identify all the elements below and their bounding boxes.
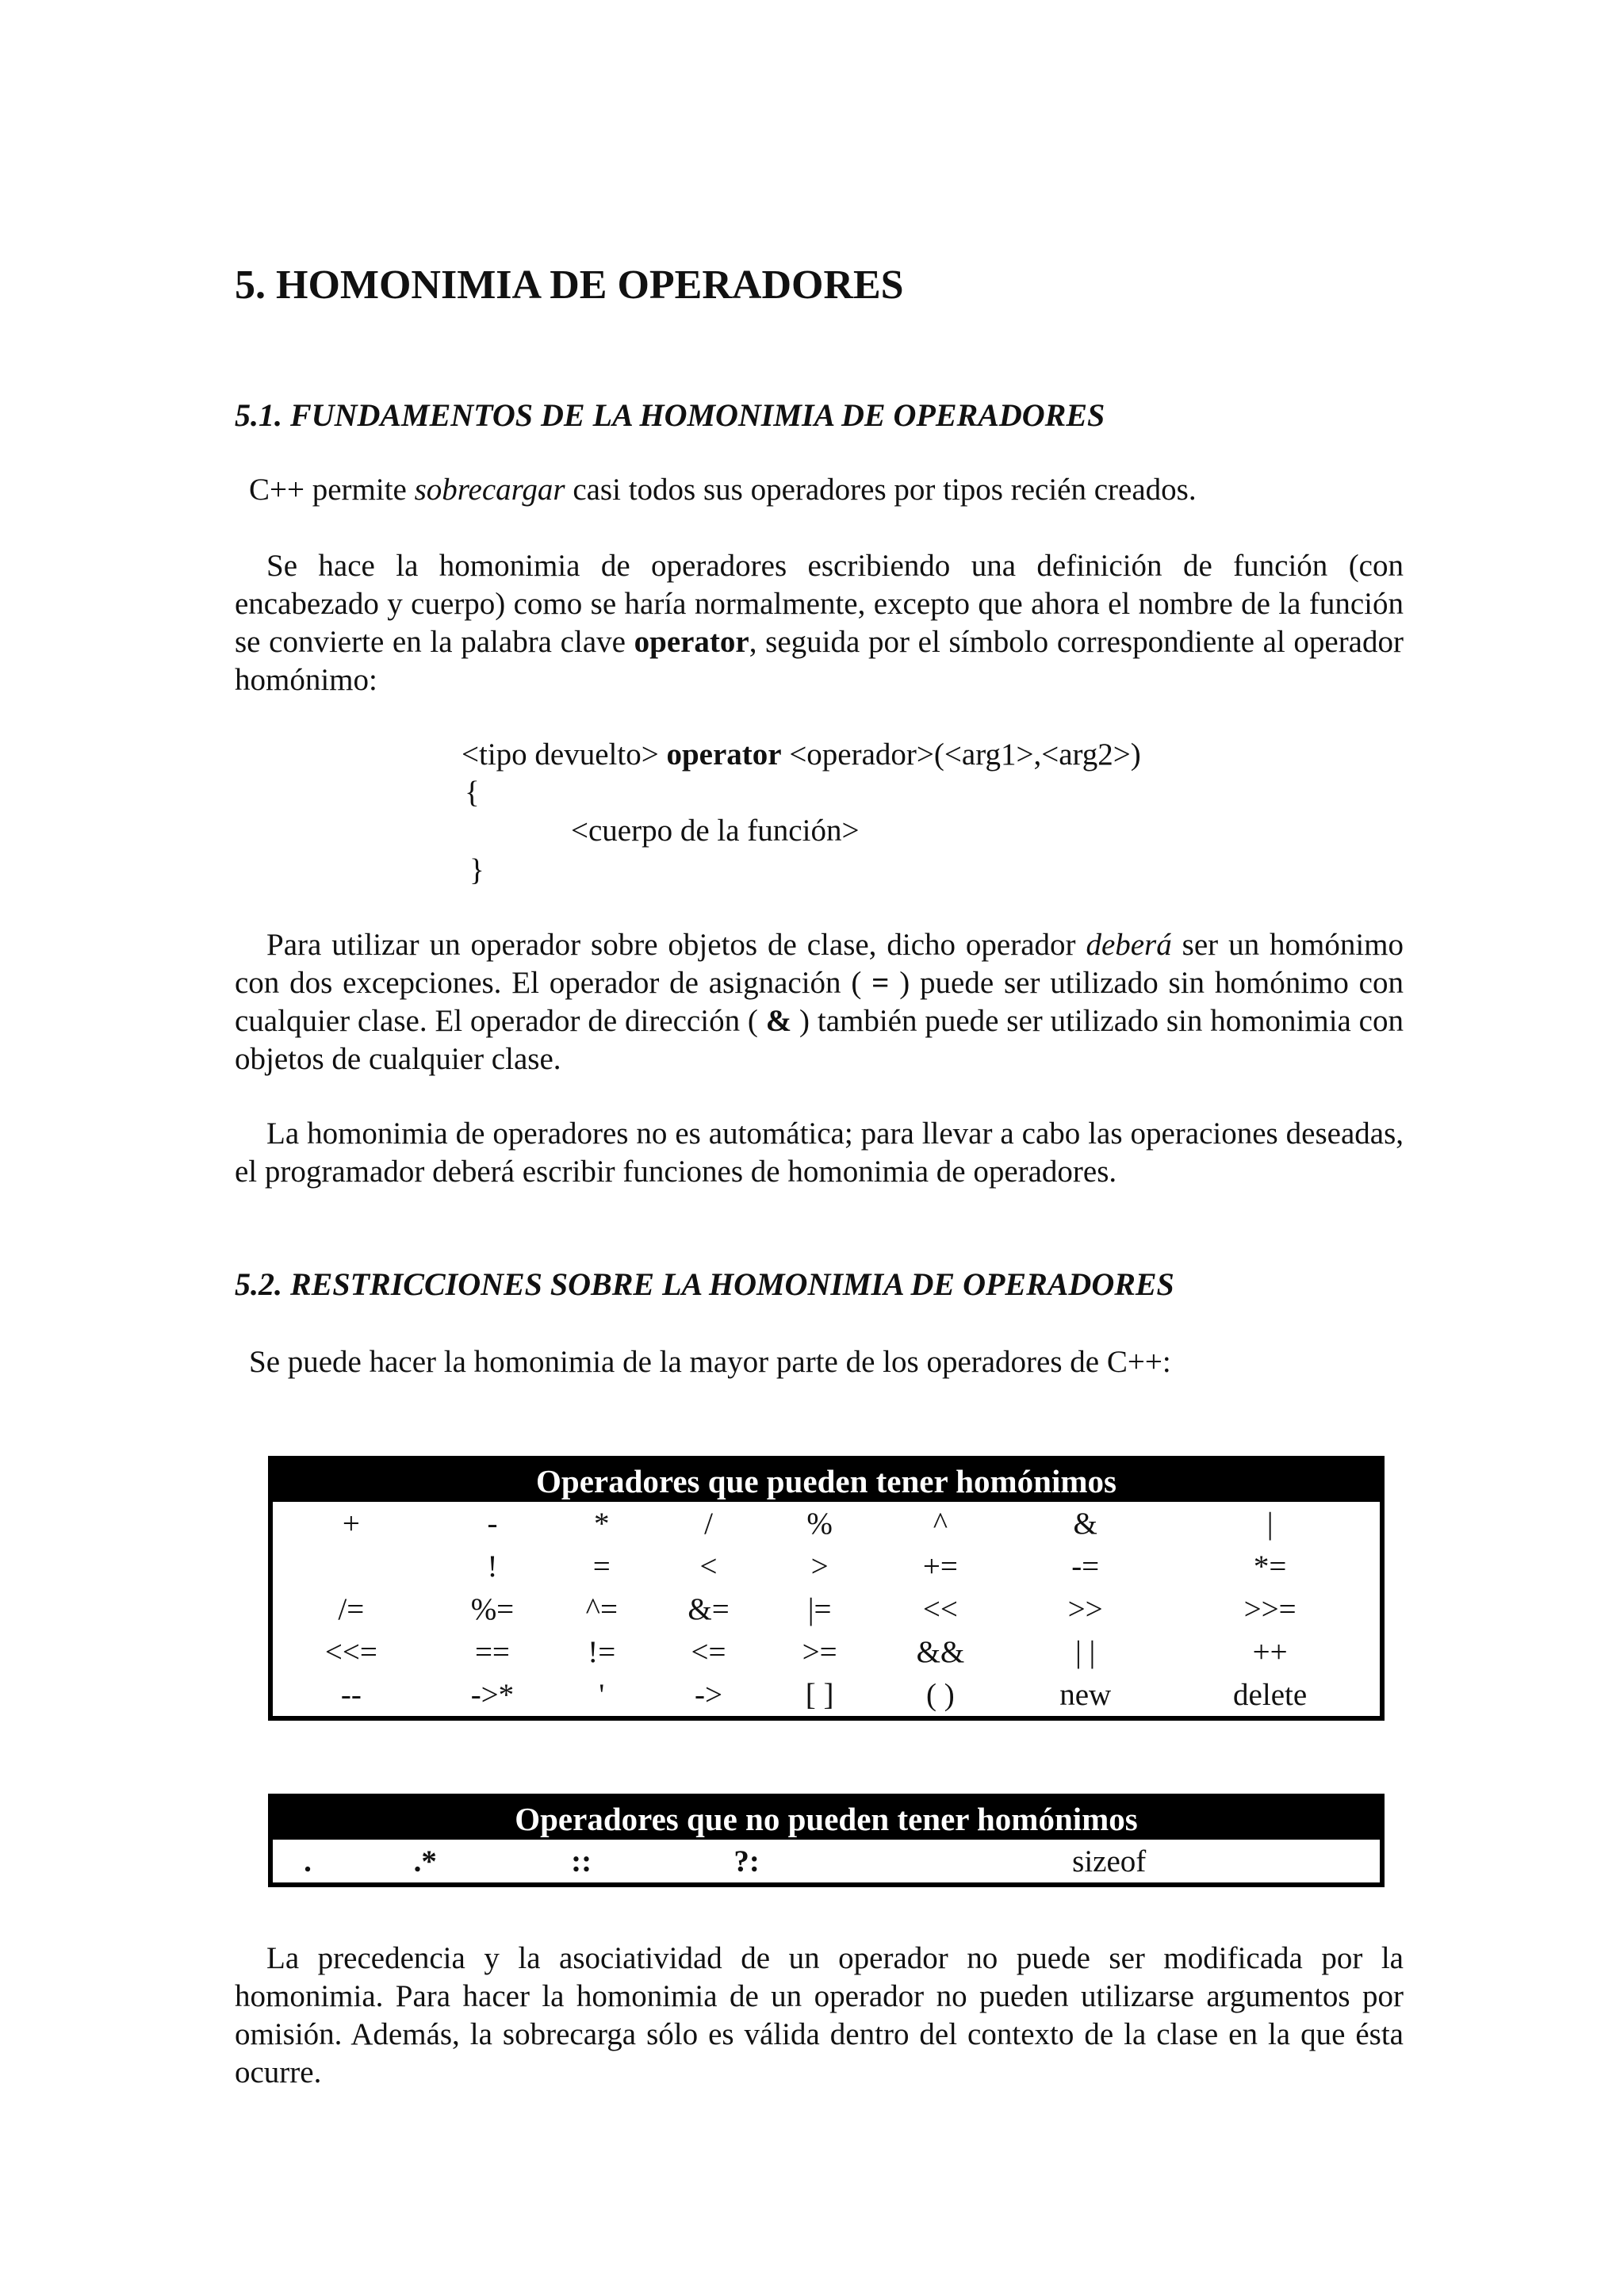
table-cell: ++	[1252, 1634, 1288, 1669]
table-cell: |=	[807, 1591, 832, 1626]
table-row	[270, 1502, 1382, 1545]
table-cell: *	[594, 1506, 610, 1541]
code-syntax-line: <tipo devuelto> operator <operador>(<arg1>,<arg2>)	[462, 737, 1141, 772]
code-body: <cuerpo de la función>	[571, 814, 860, 848]
table-cell: %=	[470, 1591, 515, 1626]
table-cell: new	[1059, 1677, 1112, 1712]
table-cell: ?:	[733, 1844, 760, 1878]
table-cell: '	[599, 1677, 605, 1712]
table-cell: &=	[688, 1591, 730, 1626]
table-cell: >>	[1067, 1591, 1103, 1626]
table-cell: <	[699, 1549, 718, 1584]
table-row	[270, 1630, 1382, 1673]
table-cell: ->	[695, 1677, 723, 1712]
table-cell: !	[487, 1549, 498, 1584]
table-cell: >>=	[1243, 1591, 1297, 1626]
table-cell: %	[806, 1506, 833, 1541]
table-row	[270, 1673, 1382, 1718]
table-cell: .	[304, 1844, 312, 1878]
table-cell: <<=	[324, 1634, 377, 1669]
table-cell: | |	[1074, 1634, 1096, 1669]
section-heading-5-1: 5.1. FUNDAMENTOS DE LA HOMONIMIA DE OPERADORES	[235, 397, 1105, 433]
section-heading-5-2: 5.2. RESTRICCIONES SOBRE LA HOMONIMIA DE OPERADORES	[235, 1266, 1174, 1302]
table-cell: /=	[338, 1591, 365, 1626]
code-open-brace: {	[465, 776, 480, 810]
table-cell: !=	[588, 1634, 616, 1669]
code-close-brace: }	[469, 853, 485, 887]
table-cell: ==	[474, 1634, 510, 1669]
table-cell: +=	[922, 1549, 958, 1584]
table-cell: +	[342, 1506, 360, 1541]
table-row	[270, 1840, 1382, 1885]
table-cell: =	[592, 1549, 611, 1584]
table-cell: /	[704, 1506, 713, 1541]
overloadable-table-header: Operadores que pueden tener homónimos	[270, 1458, 1382, 1502]
table-cell: [ ]	[805, 1677, 834, 1712]
table-cell: &	[1073, 1506, 1097, 1541]
table-cell: &&	[916, 1634, 965, 1669]
table-cell: -=	[1071, 1549, 1100, 1584]
table-cell: .*	[413, 1844, 437, 1878]
non-overloadable-operators-table	[268, 1794, 1385, 1887]
paragraph-definition: Se hace la homonimia de operadores escribiendo una definición de función (con encabezado y cuerpo) como se haría normalmente, excepto que ahora el nombre de la función se convierte en la palabra clave operator, seguida por el símbolo correspondiente al operador homónimo:	[235, 549, 1404, 697]
paragraph-most-operators: Se puede hacer la homonimia de la mayor parte de los operadores de C++:	[249, 1345, 1171, 1379]
table-cell: sizeof	[1072, 1844, 1147, 1878]
paragraph-intro: C++ permite sobrecargar casi todos sus operadores por tipos recién creados.	[249, 473, 1197, 507]
table-cell: <=	[691, 1634, 726, 1669]
table-cell	[270, 1545, 430, 1587]
table-cell: ^	[933, 1506, 948, 1541]
table-cell: *=	[1253, 1549, 1287, 1584]
non-overloadable-table-header: Operadores que no pueden tener homónimos	[270, 1796, 1382, 1840]
table-cell: -	[487, 1506, 498, 1541]
table-cell: ->*	[470, 1677, 515, 1712]
chapter-heading: 5. HOMONIMIA DE OPERADORES	[235, 262, 904, 308]
table-cell: --	[340, 1677, 362, 1712]
table-cell: ^=	[585, 1591, 618, 1626]
table-cell: <<	[922, 1591, 958, 1626]
table-cell: >=	[802, 1634, 837, 1669]
overloadable-operators-table	[268, 1456, 1385, 1721]
table-row	[270, 1587, 1382, 1630]
table-cell: |	[1266, 1506, 1274, 1541]
table-cell: >	[810, 1549, 829, 1584]
paragraph-usage: Para utilizar un operador sobre objetos de clase, dicho operador deberá ser un homónimo con dos excepciones. El operador de asignación ( = ) puede ser utilizado sin homónimo con cualquier clase. El operador de dirección ( & ) también puede ser utilizado sin homonimia con objetos de cualquier clase.	[235, 928, 1404, 1076]
paragraph-precedence: La precedencia y la asociatividad de un operador no puede ser modificada por la homonimia. Para hacer la homonimia de un operador no pueden utilizarse argumentos por omisión. Además, la sobrecarga sólo es válida dentro del contexto de la clase en la que ésta ocurre.	[235, 1941, 1404, 2089]
table-cell: ::	[571, 1844, 592, 1878]
table-cell: delete	[1233, 1677, 1308, 1712]
table-cell: ( )	[926, 1677, 955, 1712]
table-row	[270, 1545, 1382, 1587]
paragraph-not-automatic: La homonimia de operadores no es automática; para llevar a cabo las operaciones deseadas, el programador deberá escribir funciones de homonimia de operadores.	[235, 1116, 1404, 1189]
